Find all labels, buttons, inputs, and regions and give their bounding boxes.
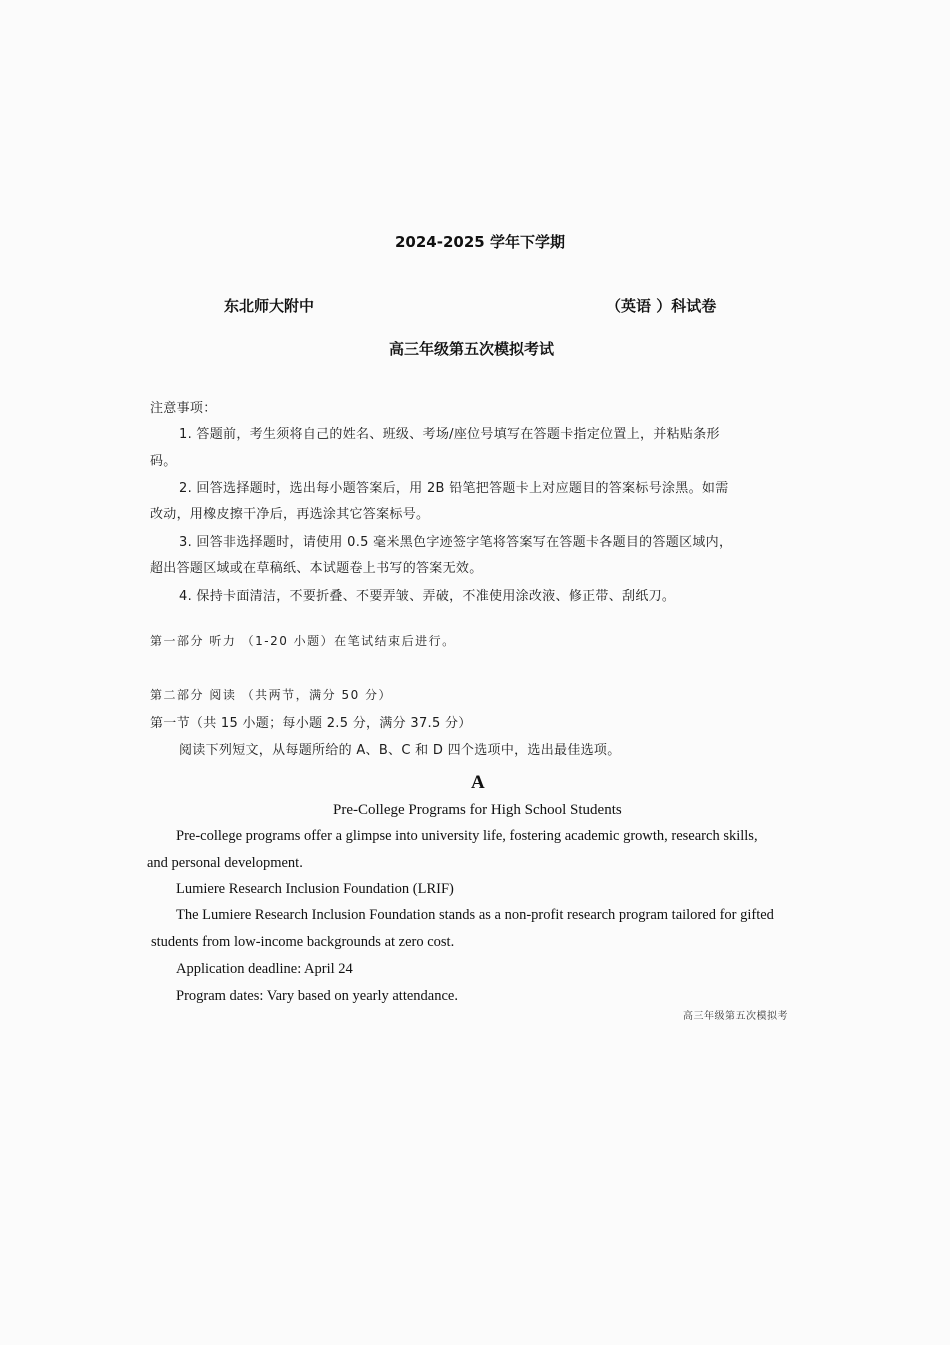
part2-heading: 第二部分 阅读 （共两节，满分 50 分） [150,688,393,702]
note-1-line-1: 1. 答题前，考生须将自己的姓名、班级、考场/座位号填写在答题卡指定位置上，并粘贴条形 [179,427,720,442]
program-name: Lumiere Research Inclusion Foundation (LRIF) [176,881,454,897]
program-desc-line-2: students from low-income backgrounds at zero cost. [151,934,455,950]
application-deadline: Application deadline: April 24 [176,961,353,977]
subject-label: （英语 ）科试卷 [606,297,717,315]
note-2-line-1: 2. 回答选择题时，选出每小题答案后，用 2B 铅笔把答题卡上对应题目的答案标号涂黑。如需 [179,481,729,496]
school-name: 东北师大附中 [224,297,315,315]
program-dates: Program dates: Vary based on yearly attendance. [176,988,458,1004]
exam-title: 高三年级第五次模拟考试 [389,340,555,358]
note-2-line-2: 改动，用橡皮擦干净后，再选涂其它答案标号。 [150,507,430,522]
note-4: 4. 保持卡面清洁，不要折叠、不要弄皱、弄破，不准使用涂改液、修正带、刮纸刀。 [179,589,676,604]
part2-section1: 第一节（共 15 小题；每小题 2.5 分，满分 37.5 分） [150,716,472,731]
passage-intro-line-2: and personal development. [147,855,303,871]
part2-instruction: 阅读下列短文，从每题所给的 A、B、C 和 D 四个选项中，选出最佳选项。 [179,743,621,758]
note-1-line-2: 码。 [150,454,177,469]
part1-listening: 第一部分 听力 （1-20 小题）在笔试结束后进行。 [150,634,456,648]
passage-letter: A [471,772,485,793]
note-3-line-1: 3. 回答非选择题时，请使用 0.5 毫米黑色字迹签字笔将答案写在答题卡各题目的答题区域内， [179,535,733,550]
school-year: 2024-2025 学年下学期 [395,233,565,251]
passage-title: Pre-College Programs for High School Students [333,802,622,818]
note-3-line-2: 超出答题区域或在草稿纸、本试题卷上书写的答案无效。 [150,561,483,576]
passage-intro-line-1: Pre-college programs offer a glimpse into university life, fostering academic growth, research skills, [176,828,758,844]
page-footer: 高三年级第五次模拟考 [683,1011,788,1022]
notes-heading: 注意事项： [150,401,217,416]
program-desc-line-1: The Lumiere Research Inclusion Foundation stands as a non-profit research program tailored for gifted [176,907,774,923]
